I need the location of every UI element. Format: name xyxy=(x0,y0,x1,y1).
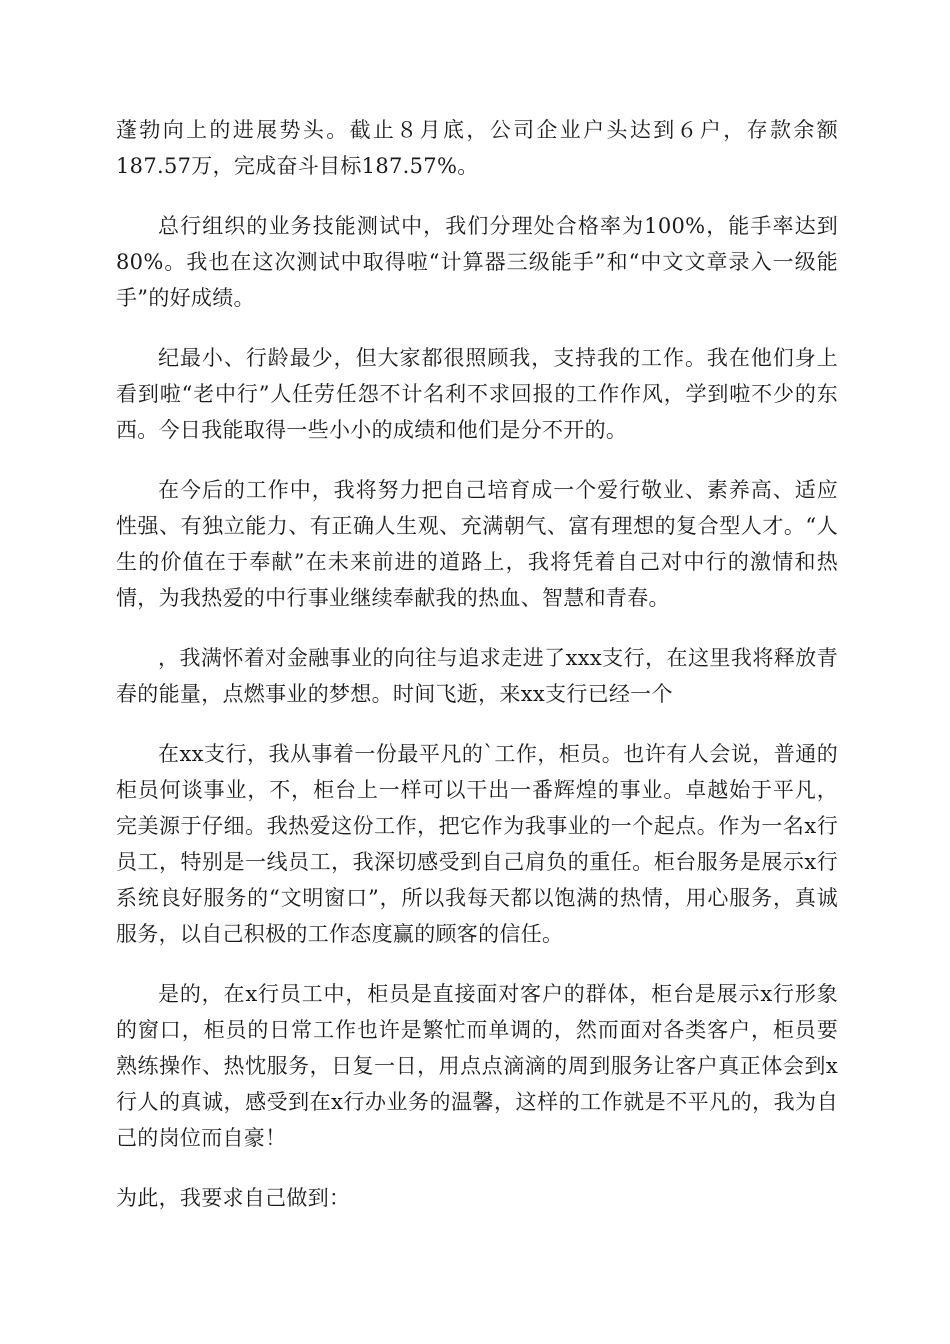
paragraph-2: 总行组织的业务技能测试中，我们分理处合格率为100%，能手率达到80%。我也在这次测试中取得啦“计算器三级能手”和“中文文章录入一级能手”的好成绩。 xyxy=(116,214,838,310)
paragraph-7: 是的，在x行员工中，柜员是直接面对客户的群体，柜台是展示x行形象的窗口，柜员的日常工作也许是繁忙而单调的，然而面对各类客户，柜员要熟练操作、热忱服务，日复一日，用点点滴滴的周到服务让客户真正体会到x行人的真诚，感受到在x行办业务的温馨，这样的工作就是不平凡的，我为自己的岗位而自豪！ xyxy=(116,982,838,1150)
paragraph-3: 纪最小、行龄最少，但大家都很照顾我，支持我的工作。我在他们身上看到啦“老中行”人任劳任怨不计名利不求回报的工作作风，学到啦不少的东西。今日我能取得一些小小的成绩和他们是分不开的。 xyxy=(116,346,838,442)
paragraph-4: 在今后的工作中，我将努力把自己培育成一个爱行敬业、素养高、适应性强、有独立能力、有正确人生观、充满朝气、富有理想的复合型人才。“人生的价值在于奉献”在未来前进的道路上，我将凭着自己对中行的激情和热情，为我热爱的中行事业继续奉献我的热血、智慧和青春。 xyxy=(116,478,838,610)
paragraph-6: 在xx支行，我从事着一份最平凡的`工作，柜员。也许有人会说，普通的柜员何谈事业，不，柜台上一样可以干出一番辉煌的事业。卓越始于平凡，完美源于仔细。我热爱这份工作，把它作为我事业的一个起点。作为一名x行员工，特别是一线员工，我深切感受到自己肩负的重任。柜台服务是展示x行系统良好服务的“文明窗口”，所以我每天都以饱满的热情，用心服务，真诚服务，以自己积极的工作态度赢的顾客的信任。 xyxy=(116,742,838,946)
paragraph-8: 为此，我要求自己做到： xyxy=(116,1186,351,1210)
paragraph-5: ，我满怀着对金融事业的向往与追求走进了xxx支行，在这里我将释放青春的能量，点燃事业的梦想。时间飞逝，来xx支行已经一个 xyxy=(116,646,838,706)
document-body xyxy=(116,112,838,1216)
paragraph-1: 蓬勃向上的进展势头。截止８月底，公司企业户头达到６户，存款余额187.57万，完成奋斗目标187.57%。 xyxy=(116,118,838,178)
